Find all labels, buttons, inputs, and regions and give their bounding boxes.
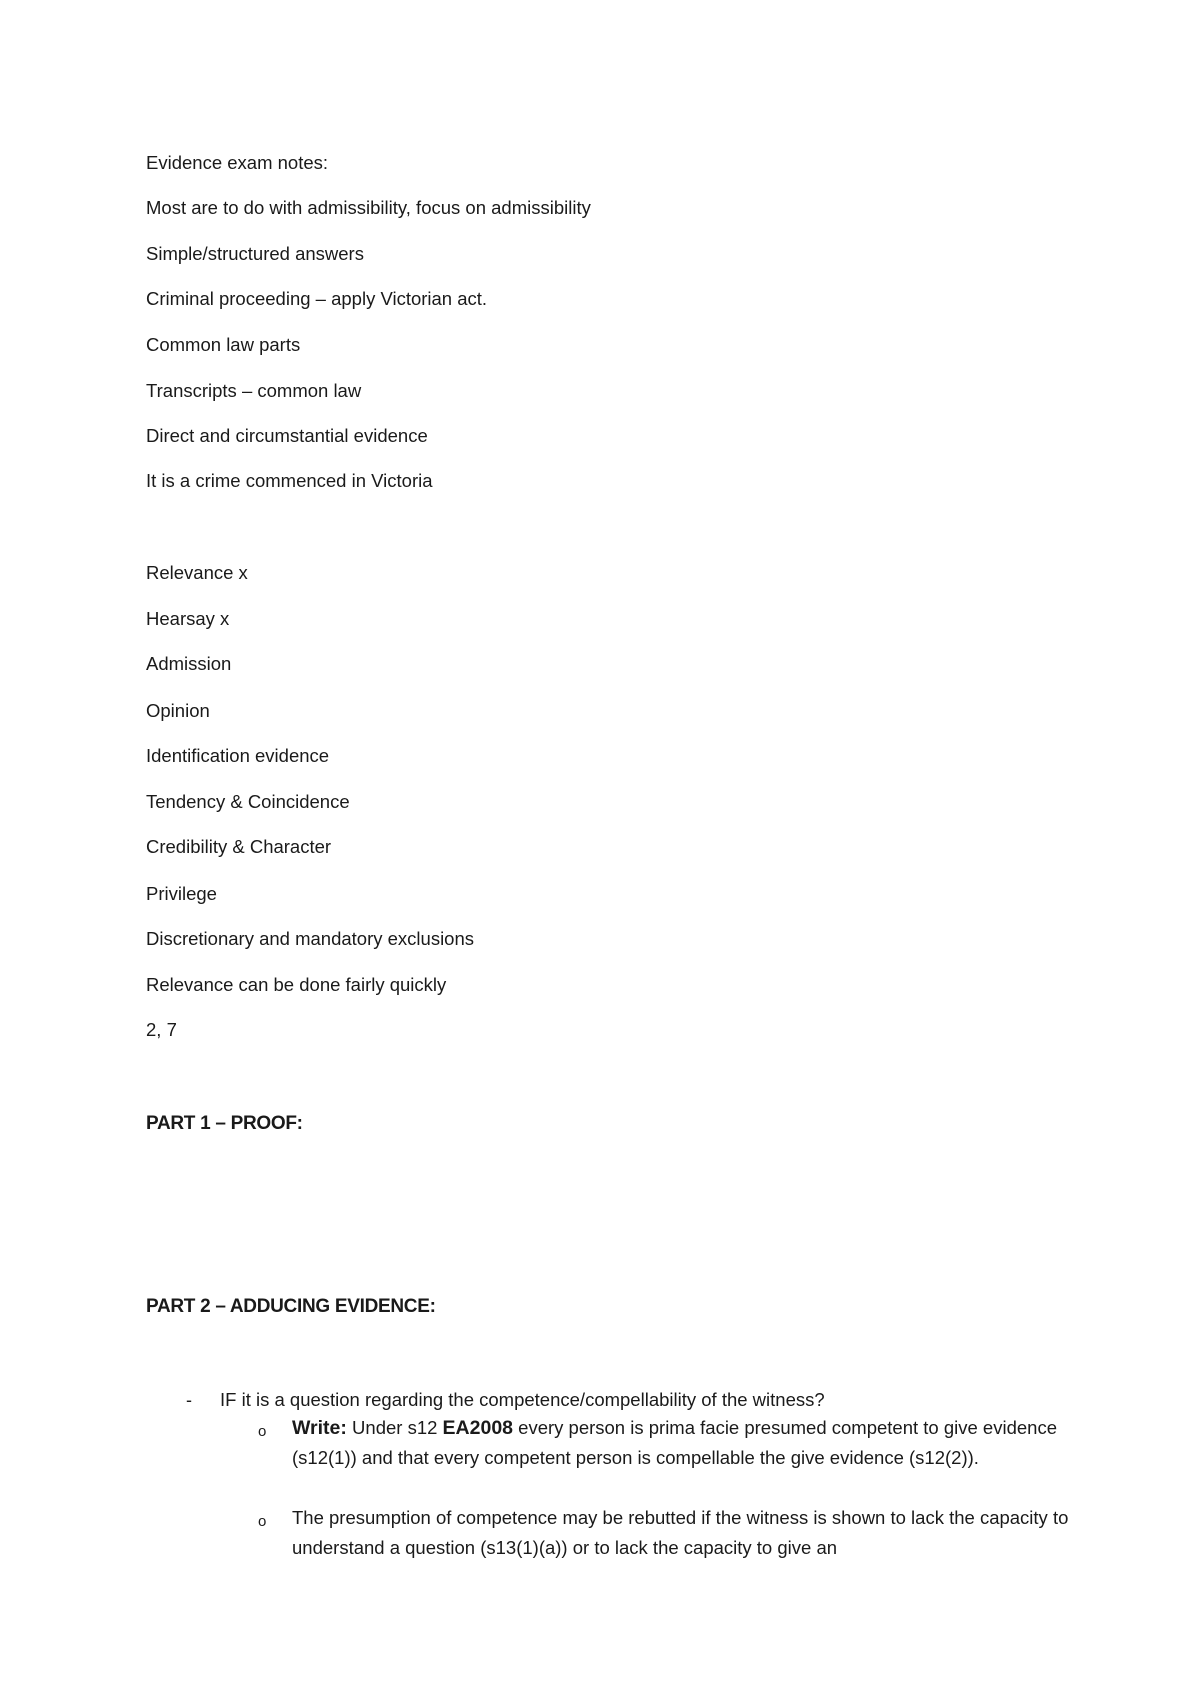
- write-label: Write:: [292, 1417, 347, 1439]
- sub-bullet-icon: o: [258, 1423, 267, 1440]
- topic-line: 2, 7: [146, 1019, 177, 1040]
- intro-line: Direct and circumstantial evidence: [146, 425, 428, 446]
- bullet-dash-icon: -: [186, 1390, 192, 1410]
- intro-line: Criminal proceeding – apply Victorian act.: [146, 288, 488, 309]
- sub-bullet-icon: o: [258, 1513, 267, 1530]
- sub-text-part: Under s12: [346, 1417, 443, 1438]
- topic-line: Relevance can be done fairly quickly: [146, 974, 447, 995]
- sub-bullet-presumption: The presumption of competence may be rebutted if the witness is shown to lack the capacity to understand a question (s13(1)(a)) or to lack the capacity to give an: [292, 1507, 1069, 1558]
- topic-line: Discretionary and mandatory exclusions: [146, 928, 475, 949]
- intro-line: Common law parts: [146, 334, 301, 355]
- intro-line: Transcripts – common law: [146, 380, 362, 401]
- intro-line: It is a crime commenced in Victoria: [146, 470, 433, 491]
- topic-line: Tendency & Coincidence: [146, 791, 350, 812]
- notes-title: Evidence exam notes:: [146, 152, 329, 173]
- topic-line: Opinion: [146, 700, 210, 721]
- sub-bullet-write: [292, 1413, 1072, 1473]
- topic-line: Admission: [146, 653, 232, 674]
- part1-heading: PART 1 – PROOF:: [146, 1113, 303, 1134]
- topic-line: Hearsay x: [146, 608, 230, 629]
- part2-heading: PART 2 – ADDUCING EVIDENCE:: [146, 1296, 436, 1317]
- competence-question: IF it is a question regarding the competence/compellability of the witness?: [220, 1389, 825, 1410]
- topic-line: Relevance x: [146, 562, 248, 583]
- topic-line: Identification evidence: [146, 745, 330, 766]
- sub-text-part: every person is prima facie presumed competent to give evidence (s12(1)) and that every competent person is compellable the give evidence (s12(2)).: [292, 1417, 1057, 1468]
- topic-line: Privilege: [146, 883, 217, 904]
- intro-line: Simple/structured answers: [146, 243, 364, 264]
- intro-line: Most are to do with admissibility, focus on admissibility: [146, 197, 591, 218]
- act-reference: EA2008: [442, 1417, 514, 1439]
- topic-line: Credibility & Character: [146, 836, 332, 857]
